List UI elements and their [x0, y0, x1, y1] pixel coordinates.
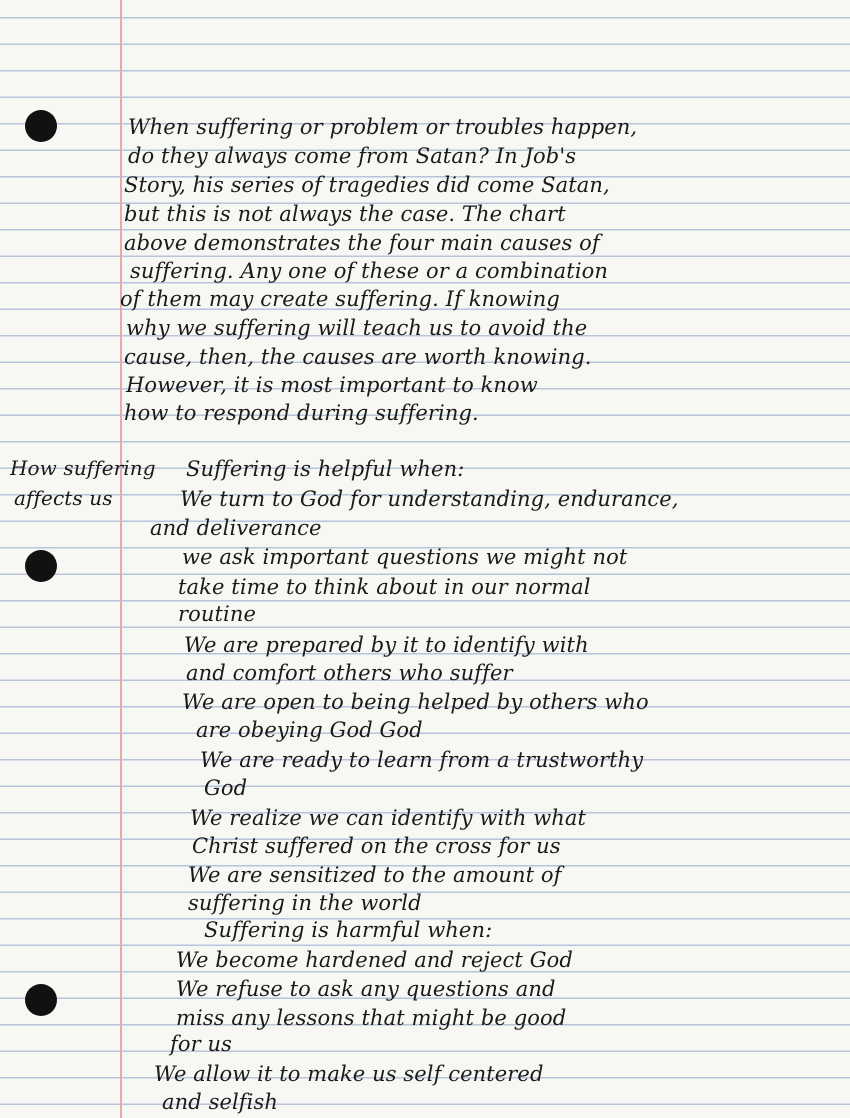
list-line: and deliverance: [150, 516, 322, 540]
list-line: we ask important questions we might not: [182, 545, 628, 569]
list-line: We are open to being helped by others who: [182, 690, 649, 714]
list-line: miss any lessons that might be good: [176, 1006, 567, 1030]
list-line: We realize we can identify with what: [190, 806, 587, 830]
paragraph-line: cause, then, the causes are worth knowing.: [124, 345, 592, 369]
paragraph-line: why we suffering will teach us to avoid the: [126, 316, 588, 340]
paragraph-line: but this is not always the case. The chart: [124, 202, 566, 226]
paragraph-line: Story, his series of tragedies did come Satan,: [124, 173, 610, 197]
paragraph-line: suffering. Any one of these or a combination: [130, 259, 609, 283]
list-line: We turn to God for understanding, endurance,: [180, 487, 679, 511]
paragraph-line: of them may create suffering. If knowing: [120, 287, 560, 311]
list-heading: Suffering is helpful when:: [186, 457, 465, 481]
paragraph-line: above demonstrates the four main causes of: [124, 231, 600, 255]
list-line: suffering in the world: [188, 891, 422, 915]
list-line: are obeying God God: [196, 718, 423, 742]
punch-hole: [25, 984, 57, 1016]
punch-hole: [25, 110, 57, 142]
paragraph-line: do they always come from Satan? In Job's: [128, 144, 577, 168]
punch-hole: [25, 550, 57, 582]
list-line: for us: [170, 1032, 233, 1056]
side-note-line: affects us: [14, 486, 113, 510]
list-line: We are prepared by it to identify with: [184, 633, 589, 657]
list-line: Christ suffered on the cross for us: [192, 834, 561, 858]
paragraph-line: When suffering or problem or troubles happen,: [128, 115, 638, 139]
list-line: routine: [178, 602, 257, 626]
margin-line: [120, 0, 122, 1118]
list-line: God: [204, 776, 248, 800]
list-line: We refuse to ask any questions and: [176, 977, 556, 1001]
list-line: We are sensitized to the amount of: [188, 863, 562, 887]
paragraph-line: how to respond during suffering.: [124, 401, 479, 425]
list-line: and comfort others who suffer: [186, 661, 513, 685]
list-line: We allow it to make us self centered: [154, 1062, 544, 1086]
side-note-line: How suffering: [10, 456, 156, 480]
paragraph-line: However, it is most important to know: [126, 373, 538, 397]
list-line: take time to think about in our normal: [178, 575, 591, 599]
list-line: We become hardened and reject God: [176, 948, 573, 972]
list-line: We are ready to learn from a trustworthy: [200, 748, 644, 772]
list-line: and selfish: [162, 1090, 278, 1114]
list-heading: Suffering is harmful when:: [204, 918, 493, 942]
